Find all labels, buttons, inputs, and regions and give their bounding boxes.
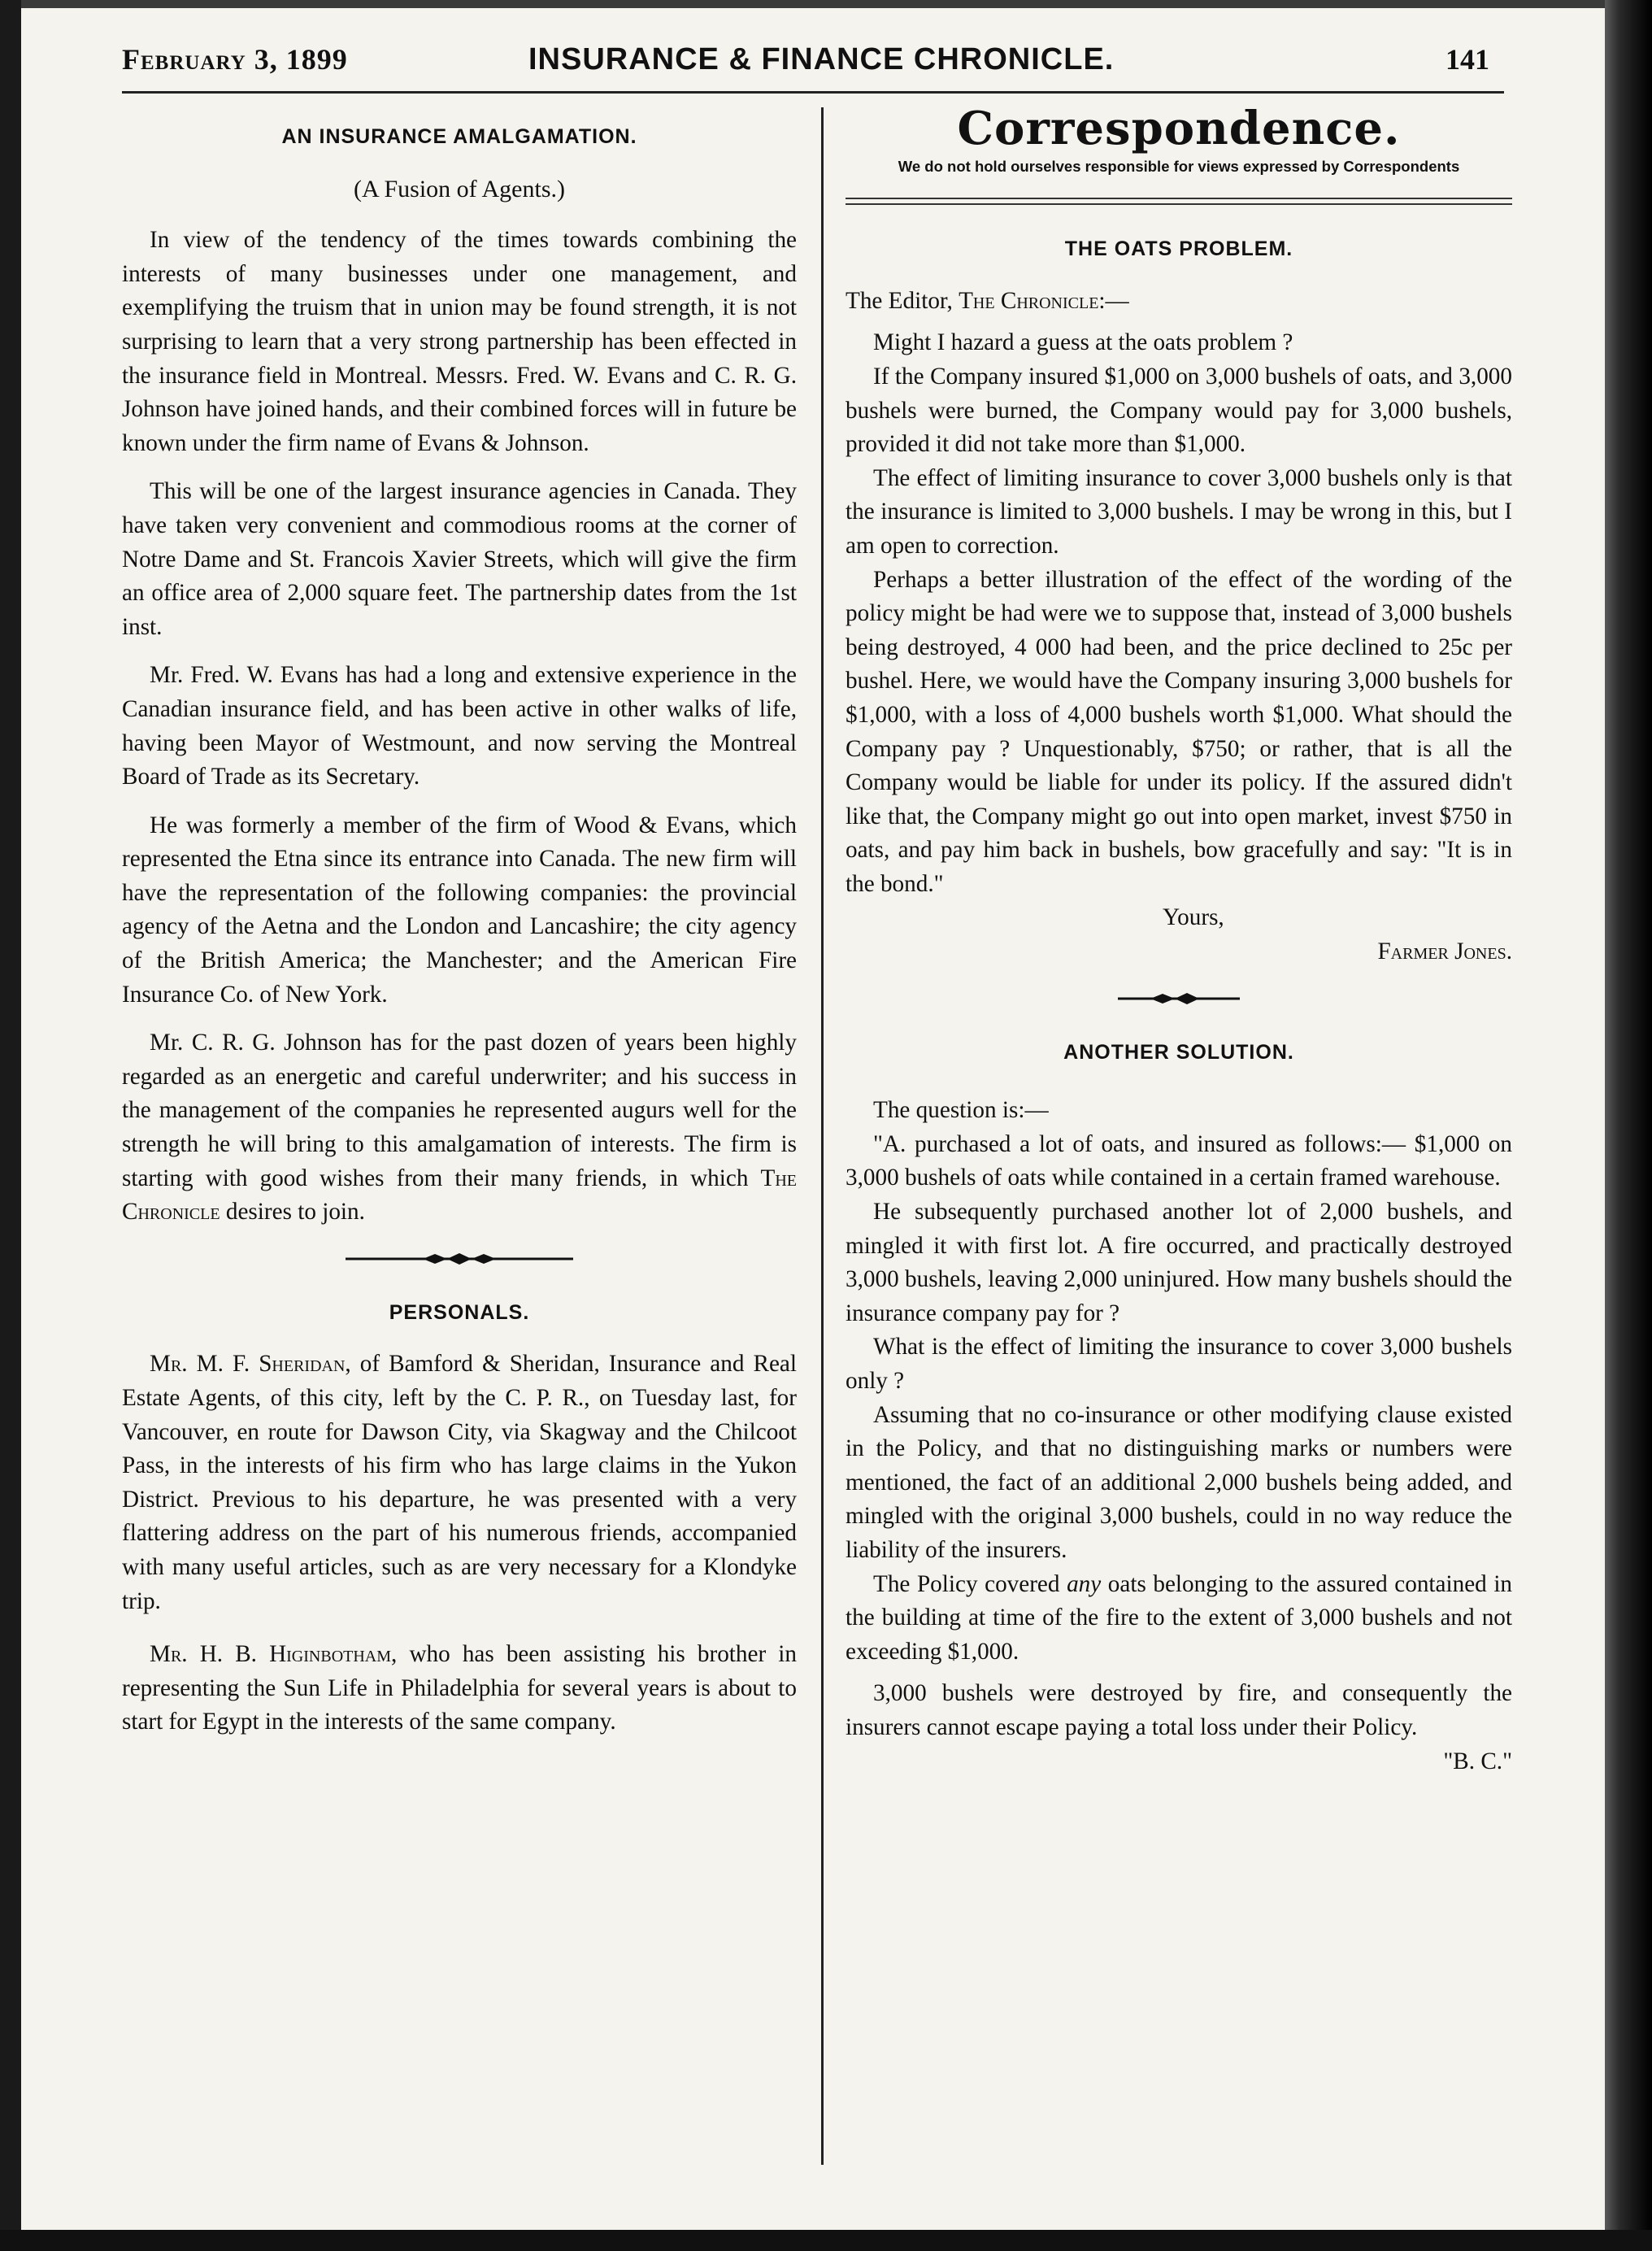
correspondence-title: Correspondence. <box>957 102 1401 155</box>
oats-paragraph: Perhaps a better illustration of the effect of the wording of the policy might be had were we to suppose that, instead of 3,000 bushels being destroyed, 4 000 had been, and the price declined to 25c per bushel. Here, we would have the Company insuring 3,000 bushels for $1,000, with a loss of 4,000 bushels worth $1,000. What should the Company pay ? Unquestionably, $750; or rather, that is all the Company would be liable for under its policy. If the assured didn't like that, the Company might go out into open market, invest $750 in oats, and pay him back in bushels, bow gracefully and say: "It is in the bond." <box>846 566 1512 897</box>
column-divider <box>821 107 824 2165</box>
solution-paragraph: He subsequently purchased another lot of 2,000 bushels, and mingled it with first lot. A fire occurred, and practically destroyed 3,000 bushels, leaving 2,000 uninjured. How many bushels should the insurance company pay for ? <box>846 1199 1512 1326</box>
oats-signature: Farmer Jones. <box>1377 938 1512 965</box>
solution-paragraph: "A. purchased a lot of oats, and insured as follows:— $1,000 on 3,000 bushels of oats while contained in a certain framed warehouse. <box>846 1130 1512 1191</box>
chronicle-name: The Chronicle <box>122 1165 797 1226</box>
personals-heading: PERSONALS. <box>389 1300 530 1324</box>
amalgamation-paragraph <box>122 1026 797 1230</box>
personals-text: , who has been assisting his brother in representing the Sun Life in Philadelphia for several years is about to start for Egypt in the interests of the same company. <box>122 1641 797 1735</box>
amalgamation-paragraph: In view of the tendency of the times towards combining the interests of many businesses under one management, and exemplifying the truism that in union may be found strength, it is not surprising to learn that a very strong partnership has been effected in the insurance field in Montreal. Messrs. Fred. W. Evans and C. R. G. Johnson have joined hands, and their combined forces will in future be known under the firm name of Evans & Johnson. <box>122 227 797 456</box>
ornament-divider <box>1118 991 1240 1007</box>
amalgamation-text: Mr. C. R. G. Johnson has for the past dozen of years been highly regarded as an energetic and careful underwriter; and his success in the management of the companies he represented augurs well for the strength he will bring to this amalgamation of interests. The firm is starting with good wishes from their many friends, in which <box>122 1030 797 1191</box>
oats-salutation <box>846 285 1512 319</box>
emphasis-word: any <box>1067 1570 1102 1597</box>
header-page-number: 141 <box>1446 43 1489 76</box>
solution-paragraph: Assuming that no co-insurance or other modifying clause existed in the Policy, and that no distinguishing marks or numbers were mentioned, the fact of an additional 2,000 bushels being added, and mingled with the original 3,000 bushels, could in no way reduce the liability of the insurers. <box>846 1401 1512 1563</box>
scan-edge-right <box>1605 0 1652 2251</box>
header-title: INSURANCE & FINANCE CHRONICLE. <box>528 42 1115 76</box>
solution-heading: ANOTHER SOLUTION. <box>1063 1040 1294 1064</box>
solution-signature: "B. C." <box>1443 1748 1512 1774</box>
salutation-punct: :— <box>1098 287 1129 314</box>
amalgamation-paragraph: This will be one of the largest insurance agencies in Canada. They have taken very convenient and commodious rooms at the corner of Notre Dame and St. Francois Xavier Streets, which will give the firm an office area of 2,000 square feet. The partnership dates from the 1st inst. <box>122 478 797 640</box>
amalgamation-paragraph: Mr. Fred. W. Evans has had a long and extensive experience in the Canadian insurance field, and has been active in other walks of life, having been Mayor of Westmount, and now serving the Montreal Board of Trade as its Secretary. <box>122 662 797 790</box>
scan-edge-top <box>0 0 1652 8</box>
double-rule <box>846 198 1512 205</box>
scan-edge-bottom <box>0 2230 1652 2251</box>
salutation-text: The Editor, <box>846 287 953 314</box>
oats-paragraph: If the Company insured $1,000 on 3,000 bushels of oats, and 3,000 bushels were burned, the Company would pay for 3,000 bushels, provided it did not take more than $1,000. <box>846 363 1512 458</box>
oats-paragraph: Might I hazard a guess at the oats problem ? <box>873 329 1293 356</box>
solution-paragraph: 3,000 bushels were destroyed by fire, and consequently the insurers cannot escape paying a total loss under their Policy. <box>846 1680 1512 1740</box>
personals-text: , of Bamford & Sheridan, Insurance and Real Estate Agents, of this city, left by the C. P. R., on Tuesday last, for Vancouver, en route for Dawson City, via Skagway and the Chilcoot Pass, in the interests of his firm who has large claims in the Yukon District. Previous to his departure, he was presented with a very flattering address on the part of his numerous friends, accompanied with many useful articles, such as are very necessary for a Klondyke trip. <box>122 1351 797 1614</box>
solution-paragraph <box>846 1568 1512 1670</box>
personals-paragraph <box>122 1348 797 1618</box>
solution-paragraph: The question is:— <box>873 1097 1049 1124</box>
oats-heading: THE OATS PROBLEM. <box>1064 237 1293 261</box>
amalgamation-text: desires to join. <box>225 1199 365 1226</box>
left-column <box>122 114 797 1739</box>
solution-paragraph: What is the effect of limiting the insurance to cover 3,000 bushels only ? <box>846 1334 1512 1394</box>
scan-edge-left <box>0 0 21 2251</box>
oats-closing: Yours, <box>1163 904 1224 931</box>
person-name: Mr. M. F. Sheridan <box>150 1351 346 1378</box>
ornament-divider <box>346 1251 573 1267</box>
amalgamation-subheading: (A Fusion of Agents.) <box>353 175 565 202</box>
correspondence-disclaimer: We do not hold ourselves responsible for views expressed by Correspondents <box>898 157 1460 175</box>
amalgamation-paragraph: He was formerly a member of the firm of Wood & Evans, which represented the Etna since its entrance into Canada. The new firm will have the representation of the following companies: the provincial agency of the Aetna and the London and Lancashire; the city agency of the British America; the Manchester; and the American Fire Insurance Co. of New York. <box>122 812 797 1008</box>
solution-text: The Policy covered <box>873 1570 1060 1597</box>
oats-paragraph: The effect of limiting insurance to cover 3,000 bushels only is that the insurance is limited to 3,000 bushels. I may be wrong in this, but I am open to correction. <box>846 464 1512 559</box>
chronicle-name: The Chronicle <box>959 287 1099 314</box>
right-column <box>846 102 1513 1779</box>
person-name: Mr. H. B. Higinbotham <box>150 1641 392 1668</box>
amalgamation-heading: AN INSURANCE AMALGAMATION. <box>281 125 637 148</box>
personals-paragraph <box>122 1638 797 1739</box>
header-date: February 3, 1899 <box>122 43 348 76</box>
solution-text: oats belonging to the assured contained in the building at time of the fire to the extent of 3,000 bushels and not exceeding $1,000. <box>846 1570 1513 1665</box>
header-rule <box>122 91 1504 94</box>
